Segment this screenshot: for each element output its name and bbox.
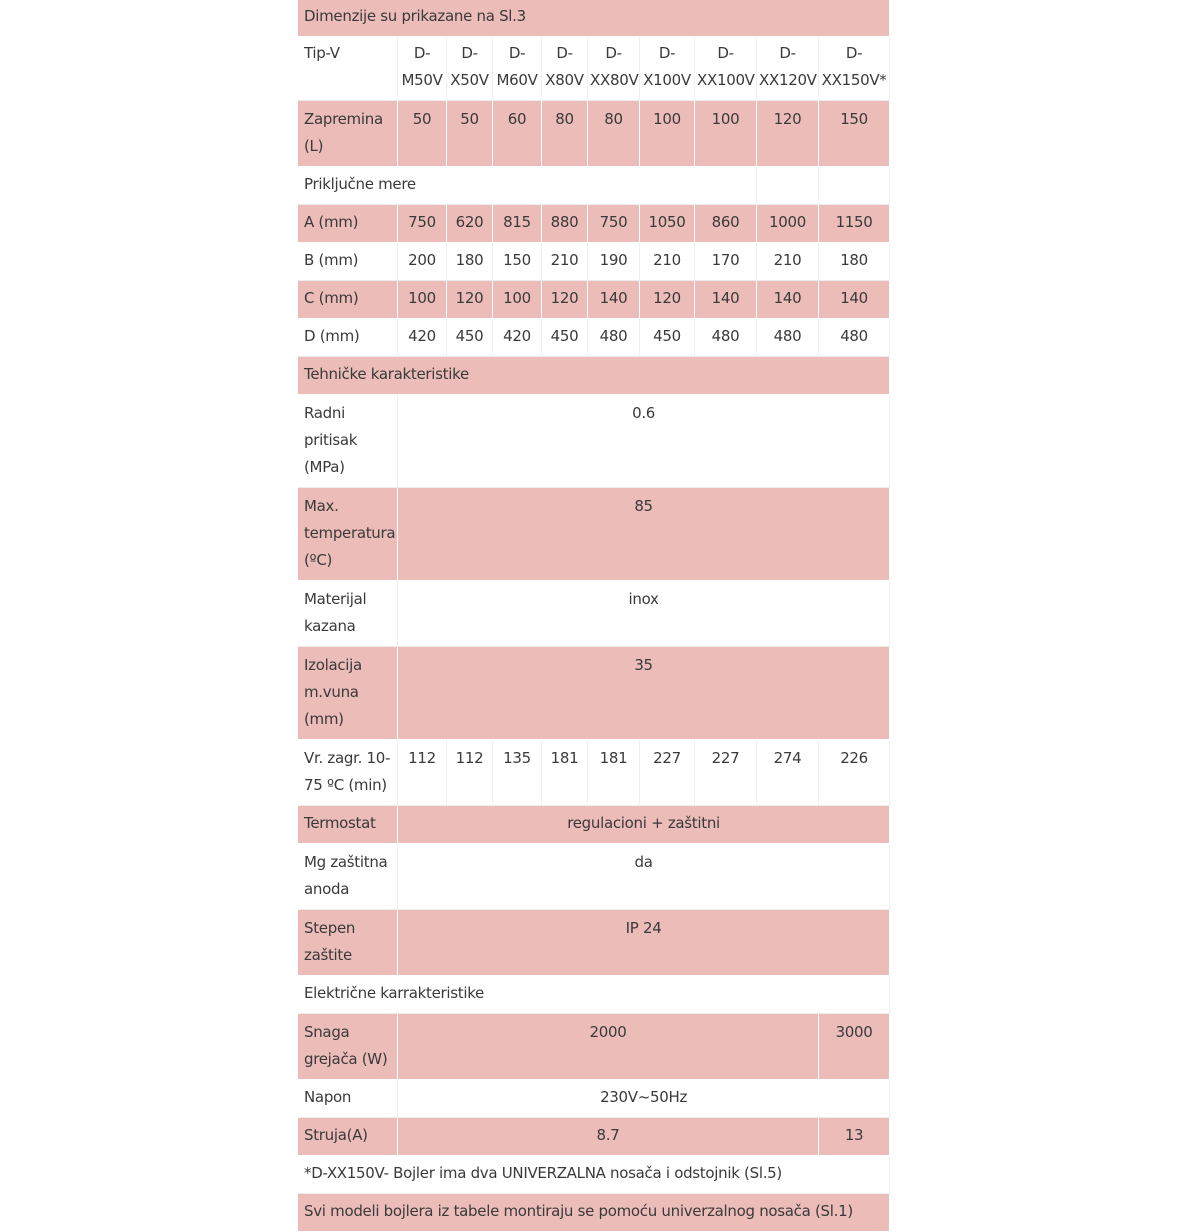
section-heading: Električne karrakteristike bbox=[298, 976, 890, 1014]
table-cell: 450 bbox=[447, 319, 493, 357]
table-cell bbox=[819, 167, 890, 205]
caption-row bbox=[298, 0, 890, 37]
footnote-row bbox=[298, 1156, 890, 1194]
table-cell: 450 bbox=[640, 319, 695, 357]
section-heading-row bbox=[298, 357, 890, 395]
table-cell: 80 bbox=[542, 101, 588, 167]
table-cell: 35 bbox=[398, 647, 890, 740]
dim-row-d bbox=[298, 319, 890, 357]
table-cell: 450 bbox=[542, 319, 588, 357]
table-cell: 112 bbox=[398, 740, 447, 806]
row-label: A (mm) bbox=[298, 205, 398, 243]
model-header: D- X100V bbox=[640, 37, 695, 101]
row-label: Stepen zaštite bbox=[298, 910, 398, 976]
table-cell: 140 bbox=[588, 281, 640, 319]
table-cell: 150 bbox=[819, 101, 890, 167]
dim-row-b bbox=[298, 243, 890, 281]
table-cell: 480 bbox=[757, 319, 819, 357]
table-cell: da bbox=[398, 844, 890, 910]
model-header: D- M60V bbox=[493, 37, 542, 101]
row-label: Struja(A) bbox=[298, 1118, 398, 1156]
table-cell: 180 bbox=[447, 243, 493, 281]
table-cell: 150 bbox=[493, 243, 542, 281]
anode-row bbox=[298, 844, 890, 910]
table-cell: 180 bbox=[819, 243, 890, 281]
table-cell: 120 bbox=[447, 281, 493, 319]
dim-row-c bbox=[298, 281, 890, 319]
row-label: Radni pritisak (MPa) bbox=[298, 395, 398, 488]
table-cell: inox bbox=[398, 581, 890, 647]
row-label: Mg zaštitna anoda bbox=[298, 844, 398, 910]
current-row bbox=[298, 1118, 890, 1156]
table-cell: 120 bbox=[640, 281, 695, 319]
protection-row bbox=[298, 910, 890, 976]
volume-row bbox=[298, 101, 890, 167]
table-cell: 420 bbox=[493, 319, 542, 357]
model-header: D- XX100V bbox=[695, 37, 757, 101]
row-label: Materijal kazana bbox=[298, 581, 398, 647]
section-heading: Tehničke karakteristike bbox=[298, 357, 890, 395]
insulation-row bbox=[298, 647, 890, 740]
table-cell: 860 bbox=[695, 205, 757, 243]
model-header-row bbox=[298, 37, 890, 101]
table-cell: 880 bbox=[542, 205, 588, 243]
table-cell: 120 bbox=[757, 101, 819, 167]
table-cell: 815 bbox=[493, 205, 542, 243]
material-row bbox=[298, 581, 890, 647]
row-label: D (mm) bbox=[298, 319, 398, 357]
section-heading-row bbox=[298, 167, 890, 205]
table-cell: 200 bbox=[398, 243, 447, 281]
footnote: *D-XX150V- Bojler ima dva UNIVERZALNA nosača i odstojnik (Sl.5) bbox=[298, 1156, 890, 1194]
section-heading: Priključne mere bbox=[298, 167, 757, 205]
table-cell: 50 bbox=[447, 101, 493, 167]
table-cell: 60 bbox=[493, 101, 542, 167]
model-header: D- XX80V bbox=[588, 37, 640, 101]
table-cell: 210 bbox=[542, 243, 588, 281]
table-cell: 210 bbox=[757, 243, 819, 281]
table-caption: Dimenzije su prikazane na Sl.3 bbox=[298, 0, 890, 37]
table-cell: 620 bbox=[447, 205, 493, 243]
type-label: Tip-V bbox=[298, 37, 398, 101]
table-cell: 140 bbox=[819, 281, 890, 319]
model-header: D- M50V bbox=[398, 37, 447, 101]
table-cell: regulacioni + zaštitni bbox=[398, 806, 890, 844]
table-cell: 100 bbox=[695, 101, 757, 167]
table-cell: 227 bbox=[695, 740, 757, 806]
model-header: D- XX150V* bbox=[819, 37, 890, 101]
table-cell: 230V~50Hz bbox=[398, 1080, 890, 1118]
table-cell: 1000 bbox=[757, 205, 819, 243]
power-row bbox=[298, 1014, 890, 1080]
table-cell: 85 bbox=[398, 488, 890, 581]
row-label: Vr. zagr. 10-75 ºC (min) bbox=[298, 740, 398, 806]
section-heading-row bbox=[298, 976, 890, 1014]
voltage-row bbox=[298, 1080, 890, 1118]
table-cell: 100 bbox=[398, 281, 447, 319]
table-cell bbox=[757, 167, 819, 205]
row-label: Termostat bbox=[298, 806, 398, 844]
spec-table bbox=[298, 0, 890, 1232]
table-cell: 100 bbox=[640, 101, 695, 167]
table-cell: 750 bbox=[398, 205, 447, 243]
table-cell: 1150 bbox=[819, 205, 890, 243]
table-cell: 135 bbox=[493, 740, 542, 806]
pressure-row bbox=[298, 395, 890, 488]
row-label: Zapremina (L) bbox=[298, 101, 398, 167]
table-cell: 8.7 bbox=[398, 1118, 819, 1156]
table-cell: 227 bbox=[640, 740, 695, 806]
table-cell: 274 bbox=[757, 740, 819, 806]
row-label: Max. temperatura (ºC) bbox=[298, 488, 398, 581]
table-cell: 140 bbox=[757, 281, 819, 319]
table-cell: 480 bbox=[695, 319, 757, 357]
table-cell: 2000 bbox=[398, 1014, 819, 1080]
table-cell: 480 bbox=[819, 319, 890, 357]
row-label: B (mm) bbox=[298, 243, 398, 281]
table-cell: 181 bbox=[542, 740, 588, 806]
table-cell: 420 bbox=[398, 319, 447, 357]
table-cell: 1050 bbox=[640, 205, 695, 243]
table-cell: 100 bbox=[493, 281, 542, 319]
table-cell: 480 bbox=[588, 319, 640, 357]
table-cell: 210 bbox=[640, 243, 695, 281]
table-cell: 750 bbox=[588, 205, 640, 243]
table-cell: 170 bbox=[695, 243, 757, 281]
table-cell: 120 bbox=[542, 281, 588, 319]
row-label: C (mm) bbox=[298, 281, 398, 319]
table-cell: 50 bbox=[398, 101, 447, 167]
table-cell: 190 bbox=[588, 243, 640, 281]
model-header: D- XX120V bbox=[757, 37, 819, 101]
table-cell: 226 bbox=[819, 740, 890, 806]
table-cell: 13 bbox=[819, 1118, 890, 1156]
row-label: Snaga grejača (W) bbox=[298, 1014, 398, 1080]
table-cell: IP 24 bbox=[398, 910, 890, 976]
footnote: Svi modeli bojlera iz tabele montiraju se pomoću univerzalnog nosača (Sl.1) bbox=[298, 1194, 890, 1232]
table-cell: 181 bbox=[588, 740, 640, 806]
table-cell: 112 bbox=[447, 740, 493, 806]
row-label: Napon bbox=[298, 1080, 398, 1118]
heating-time-row bbox=[298, 740, 890, 806]
model-header: D- X80V bbox=[542, 37, 588, 101]
table-cell: 0.6 bbox=[398, 395, 890, 488]
dim-row-a bbox=[298, 205, 890, 243]
thermostat-row bbox=[298, 806, 890, 844]
max-temp-row bbox=[298, 488, 890, 581]
row-label: Izolacija m.vuna (mm) bbox=[298, 647, 398, 740]
table-cell: 3000 bbox=[819, 1014, 890, 1080]
table-cell: 80 bbox=[588, 101, 640, 167]
table-cell: 140 bbox=[695, 281, 757, 319]
model-header: D- X50V bbox=[447, 37, 493, 101]
